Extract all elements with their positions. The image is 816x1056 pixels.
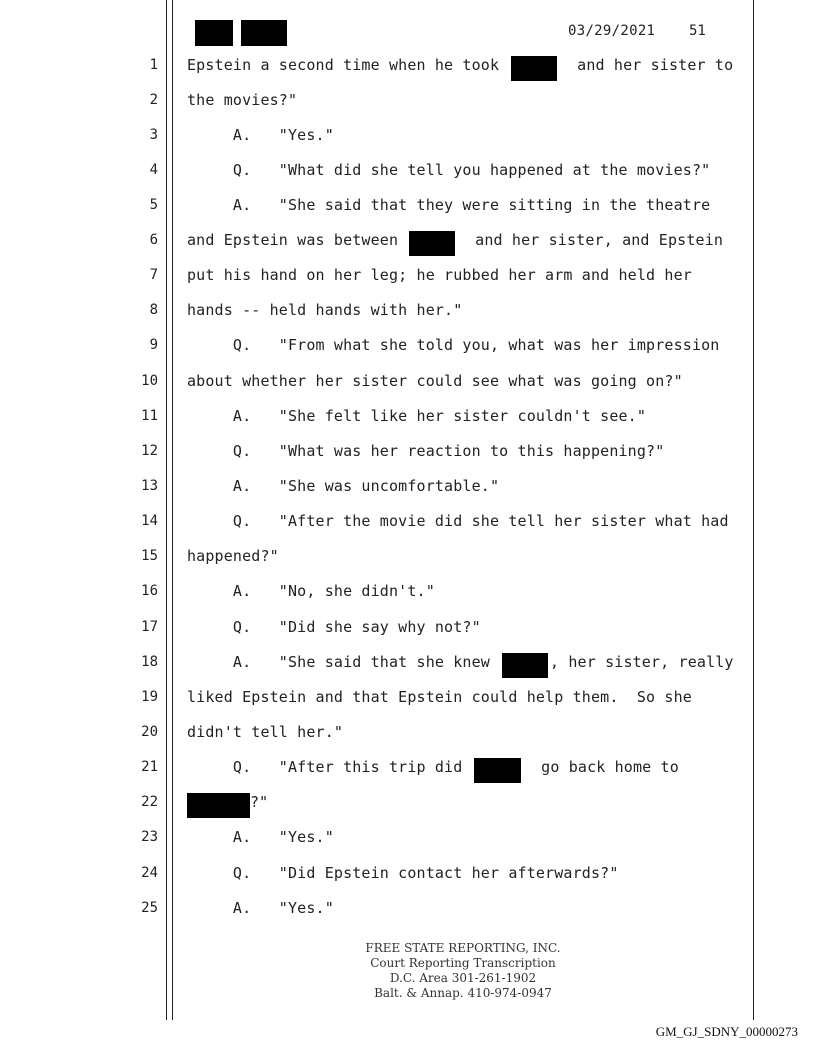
line-number: 6 <box>149 232 158 248</box>
line-number: 22 <box>141 794 158 810</box>
line-number: 15 <box>141 548 158 564</box>
transcript-line: the movies?" <box>187 91 298 109</box>
reporter-footer <box>303 941 623 1001</box>
transcript-line: about whether her sister could see what was going on?" <box>187 372 683 390</box>
transcript-line: A. "No, she didn't." <box>187 582 435 600</box>
transcript-line: Q. "Did she say why not?" <box>187 618 481 636</box>
transcript-line: liked Epstein and that Epstein could help them. So she <box>187 688 692 706</box>
line-number: 14 <box>141 513 158 529</box>
line-number: 7 <box>149 267 158 283</box>
line-number: 17 <box>141 619 158 635</box>
header-redaction-2 <box>241 20 287 46</box>
reporter-services: Court Reporting Transcription <box>370 956 556 970</box>
line-number: 4 <box>149 162 158 178</box>
transcript-line: Epstein a second time when he took and her sister to <box>187 56 508 74</box>
reporter-phone-dc: D.C. Area 301-261-1902 <box>389 971 537 985</box>
line-number: 20 <box>141 724 158 740</box>
transcript-line: Q. "Did Epstein contact her afterwards?" <box>187 864 619 882</box>
line-number: 1 <box>149 57 158 73</box>
line-number: 8 <box>149 302 158 318</box>
transcript-line: A. "Yes." <box>187 126 334 144</box>
transcript-line: put his hand on her leg; he rubbed her arm and held her <box>187 266 692 284</box>
line-number: 10 <box>141 373 158 389</box>
reporter-phone-balt: Balt. & Annap. 410-974-0947 <box>374 986 552 1000</box>
left-margin-rule-outer <box>166 0 167 1020</box>
right-margin-rule <box>753 0 754 1020</box>
redaction <box>187 793 250 818</box>
line-number: 13 <box>141 478 158 494</box>
transcript-line: Q. "After the movie did she tell her sister what had <box>187 512 729 530</box>
line-number: 23 <box>141 829 158 845</box>
line-number: 12 <box>141 443 158 459</box>
line-number: 9 <box>149 337 158 353</box>
line-number: 19 <box>141 689 158 705</box>
transcript-line: Q. "After this trip did go back home to <box>187 758 472 776</box>
transcript-line: A. "She said that she knew , her sister, really <box>187 653 499 671</box>
header-redaction-1 <box>195 20 233 46</box>
redaction <box>502 653 548 678</box>
line-number: 5 <box>149 197 158 213</box>
transcript-line: happened?" <box>187 547 279 565</box>
transcript-line: A. "Yes." <box>187 828 334 846</box>
transcript-line: didn't tell her." <box>187 723 344 741</box>
transcript-line: A. "Yes." <box>187 899 334 917</box>
transcript-line: Q. "What was her reaction to this happening?" <box>187 442 665 460</box>
left-margin-rule-inner <box>172 0 173 1020</box>
line-number: 3 <box>149 127 158 143</box>
page-number: 51 <box>689 23 706 39</box>
line-number: 21 <box>141 759 158 775</box>
line-number: 24 <box>141 865 158 881</box>
transcript-line: Q. "From what she told you, what was her impression <box>187 336 720 354</box>
transcript-line: hands -- held hands with her." <box>187 301 463 319</box>
transcript-line: A. "She felt like her sister couldn't see." <box>187 407 647 425</box>
reporter-name: FREE STATE REPORTING, INC. <box>365 941 561 955</box>
line-number: 16 <box>141 583 158 599</box>
transcript-line: and Epstein was between and her sister, and Epstein <box>187 231 407 249</box>
transcript-line: A. "She said that they were sitting in the theatre <box>187 196 711 214</box>
line-number: 11 <box>141 408 158 424</box>
line-number: 25 <box>141 900 158 916</box>
line-number: 2 <box>149 92 158 108</box>
bates-number: GM_GJ_SDNY_00000273 <box>655 1024 798 1039</box>
redaction <box>474 758 521 783</box>
transcript-line: A. "She was uncomfortable." <box>187 477 500 495</box>
redaction <box>409 231 455 256</box>
transcript-date: 03/29/2021 <box>568 23 656 39</box>
transcript-line: Q. "What did she tell you happened at the movies?" <box>187 161 711 179</box>
line-number: 18 <box>141 654 158 670</box>
redaction <box>511 56 557 81</box>
